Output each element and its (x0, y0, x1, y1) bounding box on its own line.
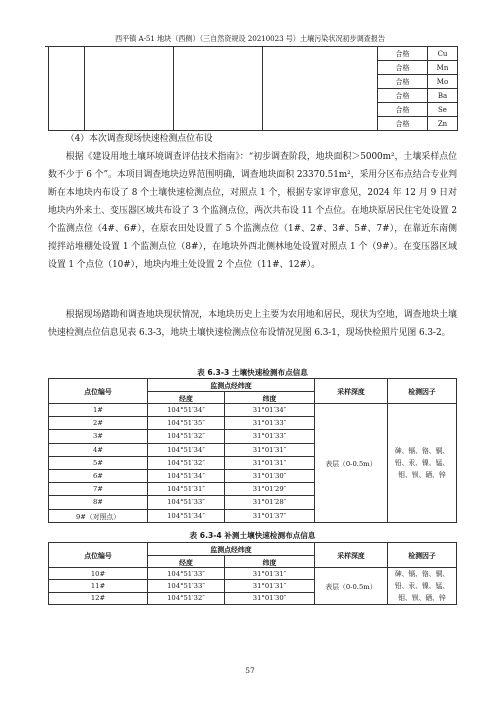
cell-test-factors: 砷、镉、铬、铜、铅、汞、镍、锰、钼、钡、硒、锌 (388, 568, 457, 605)
col-lat: 纬度 (225, 556, 315, 568)
supplementary-test-points-table (48, 542, 457, 605)
cell-test-factors: 砷、镉、铬、铜、铅、汞、镍、锰、钼、钡、硒、锌 (388, 404, 457, 523)
cell-blank-a (85, 47, 174, 131)
col-point: 点位编号 (49, 543, 148, 568)
col-depth: 采样深度 (315, 379, 388, 404)
cell-longitude: 104°51′32″ (148, 592, 225, 604)
cell-result: 合格 (378, 89, 428, 103)
section-text (48, 130, 457, 274)
cell-longitude: 104°51′33″ (148, 580, 225, 592)
col-factors: 检测因子 (388, 543, 457, 568)
col-lon: 经度 (148, 556, 225, 568)
cell-result: 合格 (378, 47, 428, 61)
cell-sampling-depth: 表层（0-0.5m） (315, 568, 388, 605)
cell-latitude: 31°01′34″ (225, 404, 315, 417)
cell-point-id: 2# (49, 417, 148, 430)
cell-blank-b (174, 47, 263, 131)
cell-longitude: 104°51′32″ (148, 456, 225, 469)
section-heading: （4）本次调查现场快速检测点位布设 (65, 134, 213, 144)
table-row (49, 47, 458, 61)
cell-sampling-depth: 表层（0-0.5m） (315, 404, 388, 523)
col-coords: 监测点经纬度 (148, 543, 315, 556)
col-coords: 监测点经纬度 (148, 379, 315, 392)
cell-point-id: 10# (49, 568, 148, 580)
table-row (49, 404, 457, 417)
cell-latitude: 31°01′33″ (225, 417, 315, 430)
cell-point-id: 8# (49, 496, 148, 509)
cell-element: Ba (428, 89, 458, 103)
cell-element: Mo (428, 75, 458, 89)
col-depth: 采样深度 (315, 543, 388, 568)
cell-longitude: 104°51′32″ (148, 430, 225, 443)
cell-latitude: 31°01′31″ (225, 456, 315, 469)
cell-result: 合格 (378, 103, 428, 117)
paragraph-summary: 根据现场踏勘和调查地块现状情况，本地块历史上主要为农用地和居民，现状为空地，调查地块土壤快速检测点位信息见表 6.3-3，地块土壤快速检测点位布设情况见图 6.3-1，现场快检照片见图 6.3-2。 (48, 310, 457, 338)
cell-latitude: 31°01′31″ (225, 580, 315, 592)
col-point: 点位编号 (49, 379, 148, 404)
cell-longitude: 104°51′31″ (148, 483, 225, 496)
cell-point-id: 12# (49, 592, 148, 604)
section-text-2 (48, 306, 457, 342)
col-lon: 经度 (148, 392, 225, 404)
cell-longitude: 104°51′33″ (148, 568, 225, 580)
cell-element: Mn (428, 61, 458, 75)
table-caption-1: 表 6.3-3 土壤快速检测布点信息 (197, 368, 308, 377)
cell-element: Zn (428, 117, 458, 131)
cell-latitude: 31°01′28″ (225, 496, 315, 509)
paragraph-layout: 根据《建设用地土壤环境调查评估技术指南》：“初步调查阶段，地块面积＞5000m²，土壤采样点位数不少于 6 个”。本项目调查地块边界范围明确，调查地块面积 23370.51m²，采用分区布点结合专业判断在本地块内布设了 8 个土壤快速检测点位，对照点 1 个，根据专家评审意见，2024 年 12 月 9 日对地块内外来土、变压器区域共布设了 3 个监测点位，两次共布设 11 个点位。在地块原居民住宅处设置 2 个监测点位（4#、6#），在原农田处设置了 5 个监测点位（1#、2#、3#、5#、7#），在靠近东南侧搅拌站堆棚处设置 1 个监测点位（8#），在地块外西北侧林地处设置对照点 1 个（9#）。在变压器区域设置 1 个点位（10#），地块内堆土处设置 2 个点位（11#、12#）。 (48, 152, 457, 270)
cell-point-id: 6# (49, 469, 148, 482)
cell-latitude: 31°01′33″ (225, 430, 315, 443)
cell-point-id: 5# (49, 456, 148, 469)
page-header: 西平镇 A-51 地块（西侧）（三自然资规设 20210023 号）土壤污染状况初步调查报告 (115, 34, 385, 43)
cell-latitude: 31°01′30″ (225, 592, 315, 604)
col-lat: 纬度 (225, 392, 315, 404)
cell-latitude: 31°01′30″ (225, 469, 315, 482)
cell-result: 合格 (378, 117, 428, 131)
cell-point-id: 9#（对照点） (49, 509, 148, 522)
cell-result: 合格 (378, 75, 428, 89)
cell-index (49, 47, 85, 131)
cell-longitude: 104°51′34″ (148, 509, 225, 522)
cell-blank-c (263, 47, 378, 131)
cell-point-id: 7# (49, 483, 148, 496)
cell-result: 合格 (378, 61, 428, 75)
cell-point-id: 11# (49, 580, 148, 592)
cell-point-id: 1# (49, 404, 148, 417)
cell-point-id: 4# (49, 443, 148, 456)
test-result-table-continued (48, 46, 458, 131)
cell-longitude: 104°51′35″ (148, 417, 225, 430)
col-factors: 检测因子 (388, 379, 457, 404)
table-row (49, 568, 457, 580)
cell-longitude: 104°51′33″ (148, 496, 225, 509)
cell-latitude: 31°01′29″ (225, 483, 315, 496)
cell-longitude: 104°51′34″ (148, 443, 225, 456)
cell-longitude: 104°51′34″ (148, 404, 225, 417)
page-number: 57 (245, 666, 255, 675)
cell-element: Se (428, 103, 458, 117)
cell-latitude: 31°01′31″ (225, 568, 315, 580)
table-caption-2: 表 6.3-4 补测土壤快速检测布点信息 (189, 531, 316, 540)
cell-point-id: 3# (49, 430, 148, 443)
cell-latitude: 31°01′31″ (225, 443, 315, 456)
cell-element: Cu (428, 47, 458, 61)
cell-longitude: 104°51′34″ (148, 469, 225, 482)
rapid-test-points-table (48, 378, 457, 523)
cell-latitude: 31°01′37″ (225, 509, 315, 522)
